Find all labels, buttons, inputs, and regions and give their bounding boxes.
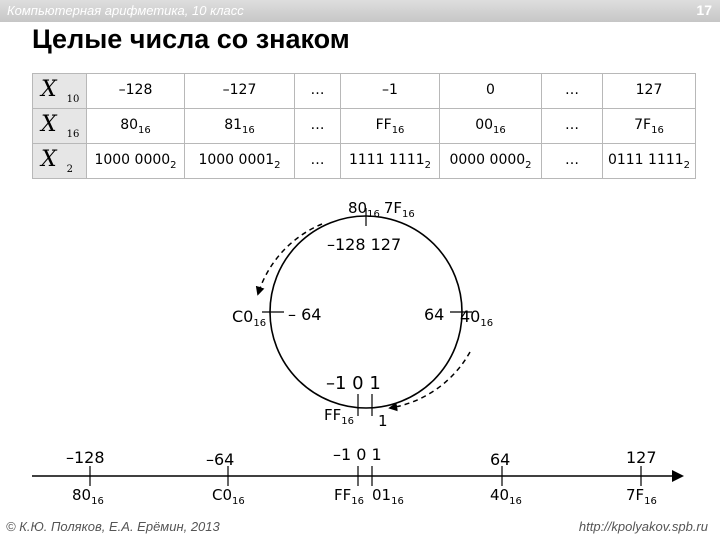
dashed-arrow-left [258, 224, 322, 294]
page-title: Целые числа со знаком [32, 24, 350, 54]
number-line-bottom-label: $80_{16}$ [72, 486, 104, 507]
number-line-top-label: 127 [626, 448, 657, 467]
table-cell: 1111 $1111_2$ [341, 144, 440, 179]
course-title: Компьютерная арифметика, 10 класс [7, 3, 244, 18]
table-cell: $00_{16}$ [440, 109, 542, 144]
footer-url[interactable]: http://kpolyakov.spb.ru [578, 519, 708, 534]
table-cell: $7F_{16}$ [603, 109, 696, 144]
table-cell: 0111 $1111_2$ [603, 144, 696, 179]
circle-left-dec: – 64 [288, 305, 322, 324]
row-header: X $_2$ [33, 144, 87, 179]
row-header: X $_{16}$ [33, 109, 87, 144]
table-cell: … [295, 109, 341, 144]
table-cell: 0000 $0000_2$ [440, 144, 542, 179]
circle-left-hex: $C0_{16}$ [232, 307, 267, 329]
circle-right-dec: 64 [424, 305, 445, 324]
circle-bottom-dec: –1 0 1 [326, 373, 381, 394]
table-cell: … [295, 74, 341, 109]
table-cell: 127 [603, 74, 696, 109]
table-cell: –127 [185, 74, 295, 109]
table-cell: $81_{16}$ [185, 109, 295, 144]
number-line-arrowhead [672, 470, 684, 482]
slide-number: 17 [696, 2, 712, 18]
table-cell: –128 [87, 74, 185, 109]
circle-top-hex: $80_{16}$ $7F_{16}$ [348, 199, 415, 220]
table-cell: 1000 $0000_2$ [87, 144, 185, 179]
table-cell: –1 [341, 74, 440, 109]
table-cell: … [542, 144, 603, 179]
number-line-top-label: –64 [206, 450, 235, 469]
number-line-top-label: –1 0 1 [333, 445, 382, 464]
circle-right-hex: $40_{16}$ [460, 307, 494, 329]
number-line-bottom-label: $C0_{16}$ [212, 486, 245, 507]
number-line-bottom-label: $40_{16}$ [490, 486, 522, 507]
number-line-bottom-label: $FF_{16}$ [334, 486, 364, 507]
circle-bottom-hex: $FF_{16}$ [324, 406, 354, 427]
table-cell: $80_{16}$ [87, 109, 185, 144]
table-cell: 1000 $0001_2$ [185, 144, 295, 179]
table-cell: … [542, 74, 603, 109]
table-cell: $FF_{16}$ [341, 109, 440, 144]
footer-copyright: © К.Ю. Поляков, Е.А. Ерёмин, 2013 [6, 519, 220, 534]
number-line-bottom-label: $7F_{16}$ [626, 486, 657, 507]
table-cell: 0 [440, 74, 542, 109]
circle-bottom-one: 1 [378, 412, 388, 430]
number-line-top-label: –128 [66, 448, 105, 467]
dashed-arrow-right [390, 352, 470, 408]
row-header: X $_{10}$ [33, 74, 87, 109]
number-line-bottom-label: $01_{16}$ [372, 486, 404, 507]
table-cell: … [295, 144, 341, 179]
circle-top-dec: –128 127 [327, 235, 402, 254]
table-cell: … [542, 109, 603, 144]
number-line-top-label: 64 [490, 450, 511, 469]
